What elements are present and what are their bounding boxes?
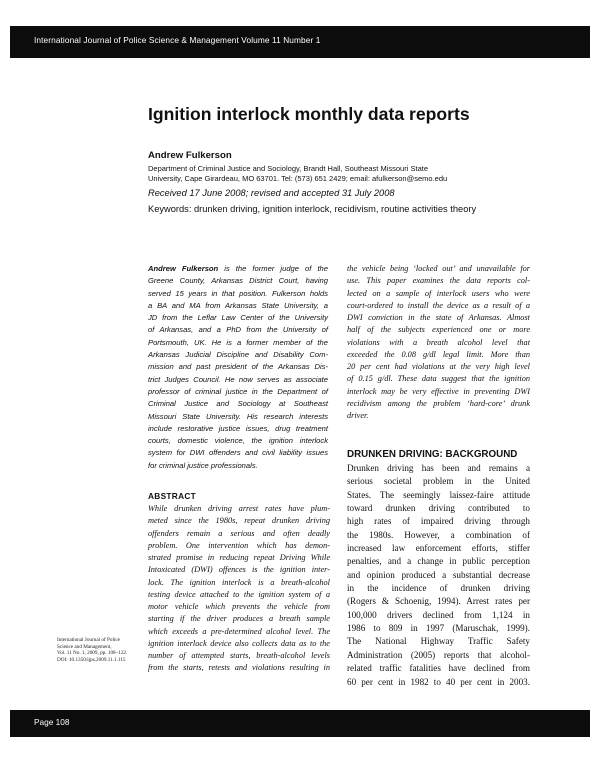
bio-line: courts, domestic violence, the ignition interlock [148,436,328,446]
body-line: the 1980s. However, a combination of [347,529,530,540]
abstract-line: lected on a sample of interlock users who were [347,288,530,298]
abstract-line: While drunken driving arrest rates have plum- [148,504,330,513]
bio-line [148,263,328,275]
abstract-line: motor vehicle which prevents the vehicle from [148,602,330,611]
citation-line: International Journal of Police [57,637,120,643]
abstract-line: of 0.15 g/dl. These data suggest that the ignition [347,374,530,384]
body-line: 100,000 drivers declined from 1,124 in [347,609,530,620]
body-line: Administration (2005) reports that alcohol- [347,649,530,660]
author-name: Andrew Fulkerson [148,150,232,161]
bio-line: professor of criminal justice in the Department of [148,386,328,396]
bio-line: a BA and MA from Arkansas State University, a [148,300,328,310]
abstract-line: strated promise in reducing repeat Driving While [148,553,330,562]
section-heading: DRUNKEN DRIVING: BACKGROUND [347,449,518,460]
abstract-line: recidivism among the problem ‘hard-core’ drunk [347,398,530,408]
bio-line: include restorative justice issues, drug treatment [148,423,328,433]
bio-line: Criminal Justice and Sociology at Southeast [148,399,328,409]
body-line: in the incidence of drunken driving [347,583,530,594]
citation-block [57,637,143,663]
abstract-line: half of the subjects experienced one or more [347,325,530,335]
bio-line: Greene County, Arkansas District Court, having [148,276,328,286]
abstract-line: use. This paper examines the data reports col- [347,276,530,286]
abstract-line: lock. The ignition interlock is a breath-alcohol [148,577,330,587]
abstract-line: starting if the driver produces a breath sample [148,614,330,624]
body-line: high rates of impaired driving through [347,516,530,527]
abstract-line: which exceeds a pre-determined alcohol level. The [148,626,330,636]
abstract-line: the vehicle being ‘locked out’ and unavailable for [347,264,530,273]
bio-line: Portsmouth, UK. He is a former member of the [148,337,328,347]
body-line: The National Highway Traffic Safety [347,636,530,647]
bio-line: served 15 years in that position. Fulkerson holds [148,288,328,298]
body-line: toward drunken driving contributed to [347,503,530,514]
affiliation-line: University, Cape Girardeau, MO 63701. Tel: (573) 651 2429; email: afulkerson@semo.edu [148,173,448,183]
author-bio [148,263,328,472]
bio-line: system for DWI offenders and civil liability issues [148,448,328,458]
author-affiliation [148,164,548,184]
abstract-line: problem. One intervention which has demon- [148,540,330,550]
abstract-line: testing device attached to the ignition system of a [148,589,330,599]
bio-line: trict Judges Council. He now serves as associate [148,374,328,384]
abstract-line: number of attempted starts, breath-alcohol levels [148,651,330,660]
body-line: 60 per cent in 1982 to 40 per cent in 2003. [347,676,530,687]
page-footer-bar [10,710,590,737]
journal-header-bar [10,26,590,58]
abstract-line: ignition interlock device also collects data as to the [148,638,330,648]
body-line: States. The seemingly laissez-faire attitude [347,489,530,500]
body-line: increased law enforcement efforts, stiffer [347,543,530,554]
abstract-line: meted since the 1980s, repeat drunken driving [148,516,330,526]
body-line: related traffic fatalities have declined from [347,663,530,674]
affiliation-line: Department of Criminal Justice and Sociology, Brandt Hall, Southeast Missouri State [148,164,428,173]
body-line: 1986 to 809 in 1997 (Maruschak, 1999). [347,623,530,634]
citation-line: Science and Management, [57,643,112,650]
bio-line: JD from the Leflar Law Center of the University [148,313,328,323]
abstract-line: offenders remain a serious and often deadly [148,528,330,538]
bio-line: of Arkansas, and a PhD from the University of [148,325,328,335]
bio-line-text: is the former judge of the [218,264,329,273]
body-line: (Rogers & Schoenig, 1994). Arrest rates per [347,596,530,607]
received-dates: Received 17 June 2008; revised and accepted 31 July 2008 [148,188,395,198]
abstract-line: violations with a breath alcohol level that [347,337,530,347]
abstract-line: from the starts, retests and violations resulting in [148,663,330,673]
body-line: and opinion produced a substantial decrease [347,569,530,580]
bio-line: for criminal justice professionals. [148,460,258,470]
bio-line: Arkansas Judicial Discipline and Disability Com- [148,350,328,360]
body-line: serious societal problem in the United [347,476,530,487]
abstract-heading: ABSTRACT [148,491,197,501]
abstract-line: court-ordered to install the device as a result of a [347,300,530,310]
abstract-line: interlock may be very effective in preventing DWI [347,386,530,396]
abstract-column-1 [148,503,330,675]
bio-author-name: Andrew Fulkerson [148,264,219,273]
article-title: Ignition interlock monthly data reports [148,104,470,124]
body-line: Drunken driving has been and remains a [347,463,530,473]
page-number: Page 108 [34,717,70,727]
abstract-line: 20 per cent had violations at the very high level [347,362,530,371]
abstract-line: DWI conviction in the state of Arkansas. Almost [347,313,530,322]
section-body [347,462,530,689]
citation-line: Vol. 11 No. 1, 2009, pp. 108–122. [57,650,128,657]
abstract-line: driver. [347,411,369,420]
bio-line: mission and past president of the Arkansas Dis- [148,362,328,372]
journal-header-text: International Journal of Police Science & Management Volume 11 Number 1 [34,35,321,45]
abstract-line: Intoxicated (DWI) offences is the ignition inter- [148,565,330,575]
body-line: penalties, and a change in public perception [347,556,530,567]
abstract-column-2 [347,263,530,422]
bio-line: Missouri State University. His research interests [148,411,328,421]
abstract-line: exceeded the 0.08 g/dl legal limit. More than [347,349,530,359]
keywords: Keywords: drunken driving, ignition interlock, recidivism, routine activities theory [148,204,477,214]
citation-line: DOI: 10.1350/ijps.2009.11.1.115 [57,656,126,663]
